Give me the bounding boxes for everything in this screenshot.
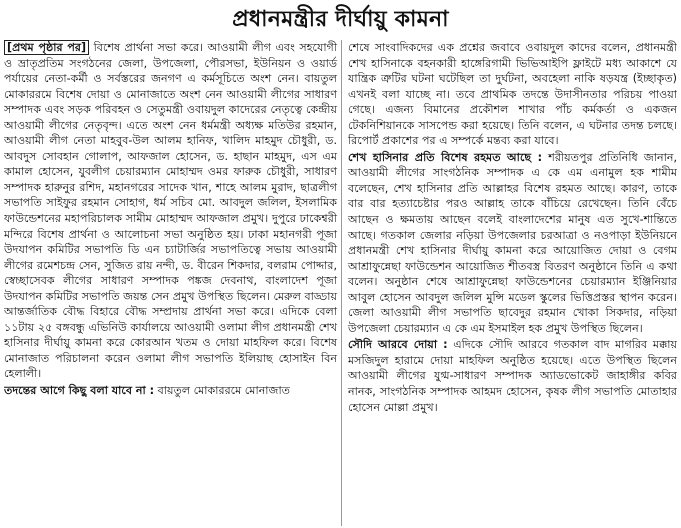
headline: [0, 0, 681, 40]
left-paragraph-2: [4, 383, 337, 399]
right-paragraph-3-text: এদিকে সৌদি আরবে গতকাল বাদ মাগরিব মক্কায় মসজিদুল হারামে দোয়া মাহফিল অনুষ্ঠিত হয়েছে। এতে উপস্থিত ছিলেন আওয়ামী লীগের যুগ্ম-সাধারণ সম্পাদক অ্যাডভোকেট জাহাঙ্গীর কবির নানক, সাংগঠনিক সম্পাদক আহমদ হোসেন, কৃষক লীগ সভাপতি মোতাহার হোসেন মোল্লা প্রমুখ।: [348, 338, 677, 414]
right-paragraph-2-text: শরীয়তপুর প্রতিনিধি জানান, আওয়ামী লীগের সাংগঠনিক সম্পাদক এ কে এম এনামুল হক শামীম বলেছেন, শেখ হাসিনার প্রতি আল্লাহর বিশেষ রহমত আছে। কারণ, তাকে বার বার হত্যাচেষ্টার পরও আল্লাহ তাকে বাঁচিয়ে রেখেছেন। তিনি বেঁচে আছেন ও ক্ষমতায় আছেন বলেই বাংলাদেশের মানুষ এত সুখে-শান্তিতে আছে। গতকাল জেলার নড়িয়া উপজেলার চরআত্রা ও নওপাড়া ইউনিয়নে প্রধানমন্ত্রী শেখ হাসিনার দীর্ঘায়ু কামনা করে আয়োজিত দোয়া ও বেগম আশ্রাফুন্নেছা ফাউন্ডেশন আয়োজিত শীতবস্ত্র বিতরণ অনুষ্ঠানে তিনি এ কথা বলেন। অনুষ্ঠান শেষে আশ্রাফুন্নেছা ফাউন্ডেশনের চেয়ারম্যান ইঞ্জিনিয়ার আবুল হোসেন আবদুল জলিল মুন্সি মডেল স্কুলের ভিত্তিপ্রস্তর স্থাপন করেন। জেলা আওয়ামী লীগ সভাপতি ছাবেদুর রহমান খোকা সিকদার, নড়িয়া উপজেলা চেয়ারম্যান এ কে এম ইসমাইল হক প্রমুখ উপস্থিত ছিলেন।: [348, 150, 677, 335]
continuation-label: [প্রথম পৃষ্ঠার পর]: [4, 40, 89, 55]
right-paragraph-1-text: শেষে সাংবাদিকদের এক প্রশ্নের জবাবে ওবায়দুল কাদের বলেন, প্রধানমন্ত্রী শেখ হাসিনাকে বহনকারী হাঙ্গেরিগামী ভিভিআইপি ফ্লাইটে মধ্য আকাশে যে যান্ত্রিক ত্রুটির ঘটনা ঘটেছিল তা দুর্ঘটনা, অবহেলা নাকি ষড়যন্ত্র (ইচ্ছাকৃত) এখনই বলা যাচ্ছে না। তবে প্রাথমিক তদন্তে উদাসীনতার পরিচয় পাওয়া গেছে। এজন্য বিমানের প্রকৌশল শাখার পাঁচ কর্মকর্তা ও একজন টেকনিশিয়ানকে সাসপেন্ড করা হয়েছে। তিনি বলেন, এ ঘটনার তদন্ত চলছে। রিপোর্ট প্রকাশের পর এ সম্পর্কে মন্তব্য করা যাবে।: [348, 41, 677, 148]
right-paragraph-2: [348, 150, 677, 337]
subheading-saudi: সৌদি আরবে দোয়া :: [348, 338, 448, 352]
subheading-blessing: শেখ হাসিনার প্রতি বিশেষ রহমত আছে :: [348, 150, 543, 164]
subheading-investigation: তদন্তের আগে কিছু বলা যাবে না :: [4, 384, 155, 398]
right-paragraph-1: [348, 40, 677, 149]
headline-text: প্রধানমন্ত্রীর দীর্ঘায়ু কামনা: [232, 6, 449, 32]
right-column: [344, 40, 677, 526]
left-column: [4, 40, 342, 526]
left-paragraph-2-text: বায়তুল মোকাররমে মোনাজাত: [157, 384, 290, 398]
article-columns: [4, 40, 677, 526]
left-paragraph-1: [4, 40, 337, 382]
right-paragraph-3: [348, 337, 677, 415]
left-paragraph-1-text: বিশেষ প্রার্থনা সভা করে। আওয়ামী লীগ এবং সহযোগী ও ভ্রাতৃপ্রতিম সংগঠনের জেলা, উপজেলা, পৌরসভা, ইউনিয়ন ও ওয়ার্ড পর্যায়ের নেতা-কর্মী ও সর্বস্তরের জনগণ এ কর্মসূচিতে অংশ নেন। বায়তুল মোকাররমে বিশেষ দোয়া ও মোনাজাতে অংশ নেন আওয়ামী লীগের সাধারণ সম্পাদক এবং সড়ক পরিবহন ও সেতুমন্ত্রী ওবায়দুল কাদেরের নেতৃত্বে কেন্দ্রীয় আওয়ামী লীগের নেতৃবৃন্দ। এতে অংশ নেন ধর্মমন্ত্রী অধ্যক্ষ মতিউর রহমান, আওয়ামী লীগ নেতা মাহবুব-উল আলম হানিফ, খালিদ মাহমুদ চৌধুরী, ড. আবদুস সোবহান গোলাপ, আফজাল হোসেন, ড. হাছান মাহমুদ, এস এম কামাল হোসেন, যুবলীগ চেয়ারম্যান মোহাম্মদ ওমর ফারুক চৌধুরী, সাধারণ সম্পাদক হারুনুর রশিদ, মহানগরের সাদেক খান, শাহে আলম মুরাদ, ছাত্রলীগ সভাপতি সাইফুর রহমান সোহাগ, ধর্ম সচিব মো. আবদুল জলিল, ইসলামিক ফাউন্ডেশনের মহাপরিচালক সামীম মোহাম্মদ আফজাল প্রমুখ। দুপুরে ঢাকেশ্বরী মন্দিরে বিশেষ প্রার্থনা ও আলোচনা সভা অনুষ্ঠিত হয়। ঢাকা মহানগরী পূজা উদযাপন কমিটির সভাপতি ডি এন চ্যাটার্জির সভাপতিত্বে সভায় আওয়ামী লীগের রমেশচন্দ্র সেন, সুজিত রায় নন্দী, ড. বীরেন শিকদার, বলরাম পোদ্দার, স্বেচ্ছাসেবক লীগের সাধারণ সম্পাদক পঙ্কজ দেবনাথ, বাংলাদেশ পূজা উদযাপন কমিটির সভাপতি জয়ন্ত সেন প্রমুখ উপস্থিত ছিলেন। মেরুল বাড্ডায় আন্তর্জাতিক বৌদ্ধ বিহারে বৌদ্ধ সম্প্রদায় প্রার্থনা সভা করে। এদিকে বেলা ১১টায় ২৫ বঙ্গবন্ধু এভিনিউ কার্যালয়ে আওয়ামী ওলামা লীগ প্রধানমন্ত্রী শেখ হাসিনার দীর্ঘায়ু কামনা করে কোরআন খতম ও দোয়া মাহফিল করে। বিশেষ মোনাজাত পরিচালনা করেন ওলামা লীগ সভাপতি ইলিয়াছ হোসাইন বিন হেলালী।: [4, 41, 337, 381]
